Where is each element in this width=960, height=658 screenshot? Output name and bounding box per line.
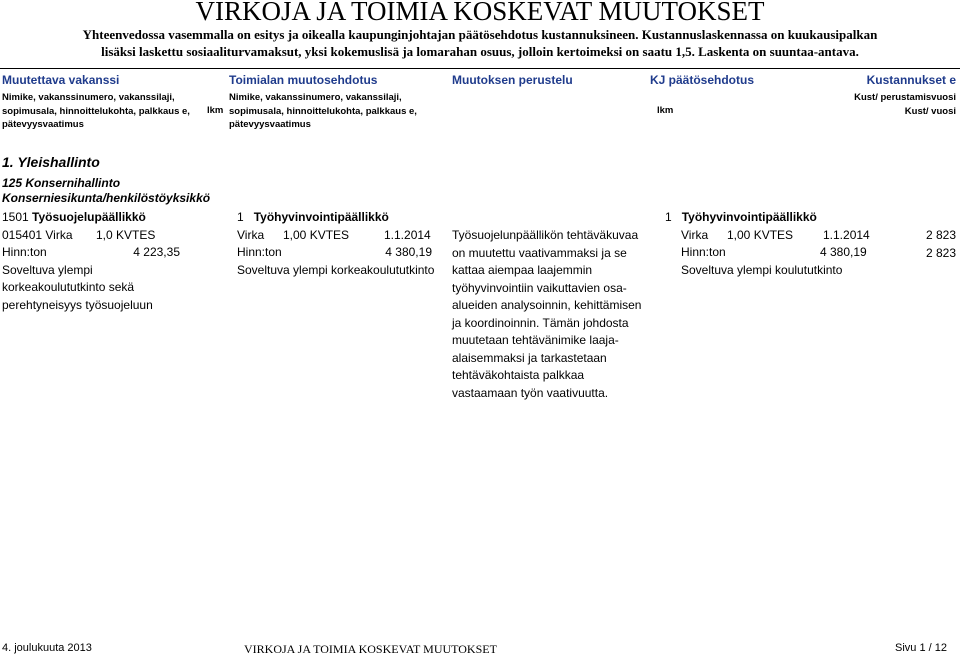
unit-name: 125 Konsernihallinto <box>2 176 121 190</box>
proposal: 1 Työhyvinvointipäällikkö Virka 1,00 KVTES 1.1.2014 Hinn:ton 4 380,19 Soveltuva ylempi korkeakoulututkinto <box>237 210 435 277</box>
col-header-current-vacancy: Muutettava vakanssi <box>2 73 120 87</box>
cost-first-year: 2 823 <box>925 228 956 242</box>
col-header-costs: Kustannukset e <box>866 73 956 87</box>
current-vacancy-title: Työsuojelupäällikkö <box>32 210 146 224</box>
col-header-justification: Muutoksen perustelu <box>452 73 573 87</box>
col-header-decision: KJ päätösehdotus <box>650 73 755 87</box>
intro-line-1: Yhteenvedossa vasemmalla on esitys ja oikealla kaupunginjohtajan päätösehdotus kustannuksineen. Kustannuslaskennassa on kuukausipalkan <box>82 27 878 42</box>
footer-title: VIRKOJA JA TOIMIA KOSKEVAT MUUTOKSET <box>244 642 497 656</box>
proposal-title: Työhyvinvointipäällikkö <box>253 210 389 224</box>
cost-per-year: 2 823 <box>925 245 956 260</box>
subheader-current-count: lkm <box>207 105 224 116</box>
footer-date: 4. joulukuuta 2013 <box>2 642 92 654</box>
decision-title: Työhyvinvointipäällikkö <box>681 210 817 224</box>
costs <box>926 227 956 262</box>
intro-line-2: lisäksi laskettu sosiaaliturvamaksut, yksi kokemuslisä ja lomarahan osuus, jolloin kertoimeksi on saatu 1,5. Laskenta on suuntaa-antava. <box>101 44 859 59</box>
subheader-decision-count: lkm <box>657 105 674 116</box>
footer-page-number: Sivu 1 / 12 <box>895 642 947 654</box>
justification: Työsuojelunpäällikön tehtäväkuvaa on muutettu vaativammaksi ja se kattaa aiempaa laajemmin työhyvinvointiin vaikuttavien osa- alueiden analysoinnin, kehittämisen ja koordinoinnin. Tämän johdosta muutetaan tehtävänimike laaja- alaisemmaksi ja tarkastetaan tehtäväkohtaista palkkaa vastaamaan työn vaativuutta. <box>452 228 642 400</box>
subheader-current: Nimike, vakanssinumero, vakanssilaji, sopimusala, hinnoittelukohta, palkkaus e, pätevyysvaatimus <box>2 92 190 130</box>
page-title: VIRKOJA JA TOIMIA KOSKEVAT MUUTOKSET <box>195 0 765 26</box>
decision: 1 Työhyvinvointipäällikkö Virka 1,00 KVTES 1.1.2014 Hinn:ton 4 380,19 Soveltuva ylempi koulututkinto <box>665 210 870 277</box>
current-vacancy: 1501 Työsuojelupäällikkö 015401 Virka 1,0 KVTES Hinn:ton 4 223,35 Soveltuva ylempi korkeakoulututkinto sekä perehtyneisyys työsuojeluun <box>2 210 180 312</box>
subheader-costs: Kust/ perustamisvuosi Kust/ vuosi <box>854 92 956 117</box>
unit-subname: Konserniesikunta/henkilöstöyksikkö <box>2 191 211 205</box>
header-divider <box>0 68 960 69</box>
col-header-proposal: Toimialan muutosehdotus <box>229 73 378 87</box>
subheader-proposal: Nimike, vakanssinumero, vakanssilaji, sopimusala, hinnoittelukohta, palkkaus e, pätevyysvaatimus <box>229 92 417 130</box>
section-title: 1. Yleishallinto <box>2 154 100 170</box>
